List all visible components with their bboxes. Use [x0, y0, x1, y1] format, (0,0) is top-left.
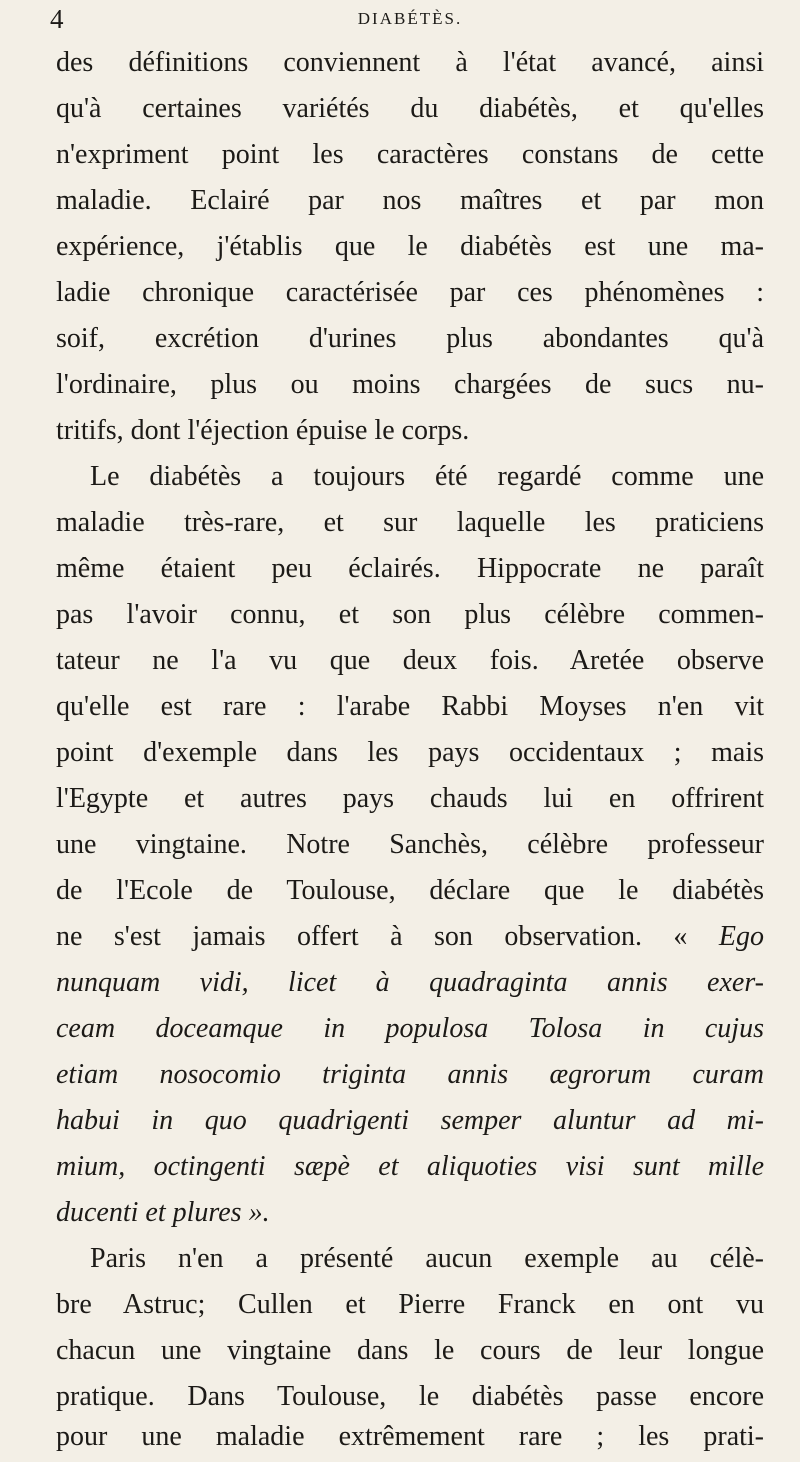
text-line: de l'Ecole de Toulouse, déclare que le diabétès [56, 875, 764, 906]
text-line: expérience, j'établis que le diabétès est une ma- [56, 231, 764, 262]
text-line: Le diabétès a toujours été regardé comme une [90, 461, 764, 492]
text-line: des définitions conviennent à l'état avancé, ainsi [56, 47, 764, 78]
page-header [50, 6, 770, 32]
text-line: tateur ne l'a vu que deux fois. Aretée observe [56, 645, 764, 676]
text-line: tritifs, dont l'éjection épuise le corps. [56, 415, 470, 446]
text-segment: ne s'est jamais offert à son observation. « [56, 921, 688, 952]
text-line: une vingtaine. Notre Sanchès, célèbre professeur [56, 829, 764, 860]
text-line: maladie. Eclairé par nos maîtres et par mon [56, 185, 764, 216]
text-line: maladie très-rare, et sur laquelle les praticiens [56, 507, 764, 538]
latin-quote-line: mium, octingenti sæpè et aliquoties visi sunt mille [56, 1151, 764, 1182]
text-line: soif, excrétion d'urines plus abondantes qu'à [56, 323, 764, 354]
text-line: Paris n'en a présenté aucun exemple au célè- [90, 1243, 764, 1274]
running-head: DIABÉTÈS. [357, 9, 463, 28]
text-line [56, 920, 764, 954]
latin-quote-line: nunquam vidi, licet à quadraginta annis exer- [56, 967, 764, 998]
text-line: qu'elle est rare : l'arabe Rabbi Moyses n'en vit [56, 691, 764, 722]
text-line: pour une maladie extrêmement rare ; les prati- [56, 1421, 764, 1452]
latin-quote-line: ducenti et plures ». [56, 1197, 270, 1228]
text-line: ladie chronique caractérisée par ces phénomènes : [56, 277, 764, 308]
text-line: même étaient peu éclairés. Hippocrate ne paraît [56, 553, 764, 584]
latin-quote-line: etiam nosocomio triginta annis ægrorum curam [56, 1059, 764, 1090]
page-number: 4 [50, 4, 64, 34]
text-line: bre Astruc; Cullen et Pierre Franck en ont vu [56, 1289, 764, 1320]
text-line: n'expriment point les caractères constans de cette [56, 139, 764, 170]
text-line: pas l'avoir connu, et son plus célèbre commen- [56, 599, 764, 630]
latin-quote-line: ceam doceamque in populosa Tolosa in cujus [56, 1013, 764, 1044]
latin-quote-line: habui in quo quadrigenti semper aluntur ad mi- [56, 1105, 764, 1136]
text-line: point d'exemple dans les pays occidentaux ; mais [56, 737, 764, 768]
text-line: l'ordinaire, plus ou moins chargées de sucs nu- [56, 369, 764, 400]
latin-quote-start: Ego [718, 921, 764, 952]
text-line: pratique. Dans Toulouse, le diabétès passe encore [56, 1381, 764, 1412]
text-line: l'Egypte et autres pays chauds lui en offrirent [56, 783, 764, 814]
text-line: qu'à certaines variétés du diabétès, et qu'elles [56, 93, 764, 124]
text-line: chacun une vingtaine dans le cours de leur longue [56, 1335, 764, 1366]
